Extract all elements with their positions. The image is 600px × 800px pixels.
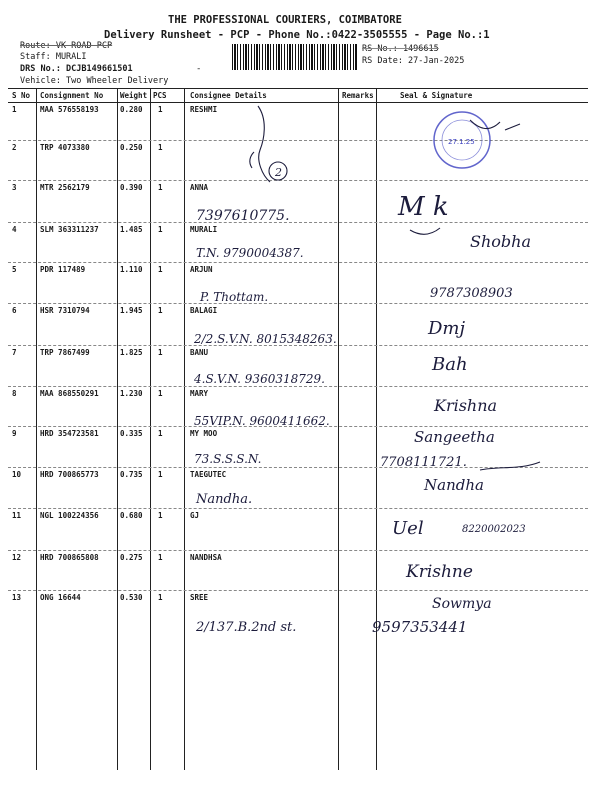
runsheet-subtitle: Delivery Runsheet - PCP - Phone No.:0422-3505555 - Page No.:1 [104, 29, 490, 41]
signature: Krishne [406, 562, 473, 582]
handwritten-note: 73.S.S.S.N. [194, 452, 262, 466]
signature: Sangeetha [414, 428, 495, 446]
row-consignee: GJ [190, 511, 200, 520]
col-remarks: Remarks [342, 91, 374, 100]
signature-phone: 7708111721. [380, 455, 467, 470]
col-consignment: Consignment No [40, 91, 104, 100]
row-sno: 3 [12, 183, 17, 192]
row-sno: 8 [12, 389, 17, 398]
row-pcs: 1 [158, 470, 163, 479]
row-consignee: BANU [190, 348, 209, 357]
row-pcs: 1 [158, 348, 163, 357]
staff-label: Staff: MURALI [20, 52, 87, 62]
row-weight: 0.250 [120, 143, 143, 152]
row-consignment-no: HRD 354723581 [40, 429, 99, 438]
signature-phone: 9597353441 [372, 618, 468, 636]
dash-mark: - [196, 64, 202, 74]
row-weight: 0.280 [120, 105, 143, 114]
row-consignment-no: PDR 117489 [40, 265, 86, 274]
handwritten-circled-number: 2 [275, 166, 282, 179]
route-label: Route: VK ROAD PCP [20, 41, 113, 51]
company-title: THE PROFESSIONAL COURIERS, COIMBATORE [168, 14, 402, 26]
row-consignee: SREE [190, 593, 209, 602]
row-consignee: MY MOO [190, 429, 218, 438]
col-consignee: Consignee Details [190, 91, 267, 100]
rs-date: RS Date: 27-Jan-2025 [362, 56, 465, 66]
col-sno: S No [12, 91, 31, 100]
col-pcs: PCS [153, 91, 167, 100]
row-pcs: 1 [158, 183, 163, 192]
row-consignment-no: HRD 700865773 [40, 470, 99, 479]
row-consignment-no: MTR 2562179 [40, 183, 90, 192]
handwritten-note: 7397610775. [196, 208, 290, 224]
col-weight: Weight [120, 91, 148, 100]
row-consignment-no: HRD 700865808 [40, 553, 99, 562]
row-weight: 0.390 [120, 183, 143, 192]
row-consignee: ARJUN [190, 265, 213, 274]
row-weight: 1.485 [120, 225, 143, 234]
row-pcs: 1 [158, 553, 163, 562]
bracket-strokes [250, 106, 287, 182]
row-consignment-no: HSR 7310794 [40, 306, 90, 315]
signature: Sowmya [432, 596, 492, 612]
signature: Krishna [434, 396, 498, 415]
row-consignee: TAEGUTEC [190, 470, 227, 479]
stamp-date: 27.1.25 [448, 138, 475, 146]
row-pcs: 1 [158, 265, 163, 274]
row-consignee: MURALI [190, 225, 218, 234]
row-sno: 2 [12, 143, 17, 152]
row-pcs: 1 [158, 511, 163, 520]
row-consignee: RESHMI [190, 105, 218, 114]
row-pcs: 1 [158, 429, 163, 438]
row-sno: 1 [12, 105, 17, 114]
handwritten-note: T.N. 9790004387. [196, 246, 304, 260]
row-weight: 0.735 [120, 470, 143, 479]
row-weight: 1.230 [120, 389, 143, 398]
row-weight: 0.530 [120, 593, 143, 602]
company-stamp [434, 112, 490, 168]
row-consignment-no: MAA 868550291 [40, 389, 99, 398]
row-consignment-no: NGL 100224356 [40, 511, 99, 520]
col-seal-signature: Seal & Signature [400, 91, 473, 100]
row-pcs: 1 [158, 225, 163, 234]
signature: M k [398, 192, 449, 222]
row-consignment-no: SLM 363311237 [40, 225, 99, 234]
handwritten-note: P. Thottam. [200, 290, 269, 304]
row-sno: 11 [12, 511, 22, 520]
row-consignment-no: ONG 16644 [40, 593, 81, 602]
row-pcs: 1 [158, 306, 163, 315]
signature-phone: 8220002023 [462, 524, 526, 535]
row-consignee: BALAGI [190, 306, 218, 315]
row-consignment-no: MAA 576558193 [40, 105, 99, 114]
row-sno: 13 [12, 593, 22, 602]
drs-number: DRS No.: DCJB149661501 [20, 64, 133, 74]
row-weight: 1.110 [120, 265, 143, 274]
row-sno: 7 [12, 348, 17, 357]
signature: Uel [392, 518, 424, 539]
row-sno: 9 [12, 429, 17, 438]
handwritten-note: 4.S.V.N. 9360318729. [194, 372, 325, 386]
rs-number: RS No.: 1496615 [362, 44, 439, 54]
row-weight: 1.825 [120, 348, 143, 357]
signature-strokes [410, 120, 540, 470]
row-sno: 12 [12, 553, 22, 562]
row-consignee: MARY [190, 389, 209, 398]
handwritten-note: 2/2.S.V.N. 8015348263. [194, 332, 337, 346]
signature-phone: 9787308903 [430, 286, 513, 301]
row-weight: 0.275 [120, 553, 143, 562]
row-sno: 5 [12, 265, 17, 274]
row-weight: 1.945 [120, 306, 143, 315]
row-weight: 0.680 [120, 511, 143, 520]
vehicle-label: Vehicle: Two Wheeler Delivery [20, 76, 169, 86]
row-weight: 0.335 [120, 429, 143, 438]
row-pcs: 1 [158, 593, 163, 602]
handwritten-note: 55VIP.N. 9600411662. [194, 414, 330, 428]
row-consignment-no: TRP 4073380 [40, 143, 90, 152]
signature: Bah [432, 354, 468, 375]
row-sno: 4 [12, 225, 17, 234]
handwritten-note: 2/137.B.2nd st. [196, 620, 297, 635]
row-consignee: ANNA [190, 183, 209, 192]
row-consignee: NANDHSA [190, 553, 222, 562]
row-pcs: 1 [158, 143, 163, 152]
row-sno: 6 [12, 306, 17, 315]
row-pcs: 1 [158, 389, 163, 398]
handwritten-note: Nandha. [196, 492, 253, 507]
row-sno: 10 [12, 470, 22, 479]
signature: Nandha [424, 476, 484, 494]
signature: Shobha [470, 232, 531, 251]
signature: Dmj [428, 318, 466, 339]
row-consignment-no: TRP 7867499 [40, 348, 90, 357]
row-pcs: 1 [158, 105, 163, 114]
